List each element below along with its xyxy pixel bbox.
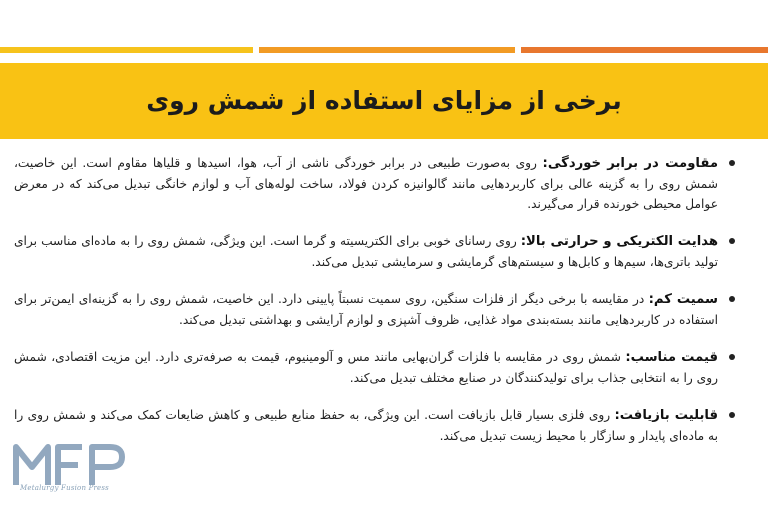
bullet-icon <box>729 238 735 244</box>
item-title: قیمت مناسب: <box>625 350 718 365</box>
list-item <box>14 153 736 214</box>
bullet-icon <box>729 354 735 360</box>
item-body: در مقایسه با برخی دیگر از فلزات سنگین، روی سمیت نسبتاً پایینی دارد. این خاصیت، شمش روی را به گزینه‌ای ایمن‌تر برای استفاده در کاربردهایی مانند بسته‌بندی مواد غذایی، ظروف آشپزی و لوازم آرایشی و بهداشتی تبدیل می‌کند. <box>14 292 718 327</box>
item-body: روی رسانای خوبی برای الکتریسیته و گرما است. این ویژگی، شمش روی را به ماده‌ای مناسب برای تولید باتری‌ها، سیم‌ها و کابل‌ها و سیستم‌های گرمایشی و سرمایشی تبدیل می‌کند. <box>14 234 718 269</box>
bullet-icon <box>729 412 735 418</box>
item-body: روی به‌صورت طبیعی در برابر خوردگی ناشی از آب، هوا، اسیدها و قلیاها مقاوم است. این خاصیت، شمش روی را به گزینه عالی برای کاربردهایی مانند گالوانیزه کردن فولاد، ساخت لوله‌های آب و لوازم خانگی تبدیل می‌کند که در معرض عوامل محیطی خورنده قرار می‌گیرند. <box>14 156 718 211</box>
bullet-icon <box>729 296 735 302</box>
advantages-list <box>14 153 736 463</box>
list-item <box>14 231 736 272</box>
item-title: هدایت الکتریکی و حرارتی بالا: <box>520 234 718 249</box>
top-stripes <box>0 47 768 53</box>
page-title: برخی از مزایای استفاده از شمش روی <box>146 86 622 115</box>
bullet-icon <box>729 160 735 166</box>
stripe-right <box>521 47 768 53</box>
item-title: قابلیت بازیافت: <box>614 408 719 423</box>
item-title: مقاومت در برابر خوردگی: <box>542 156 718 171</box>
title-band <box>0 63 768 139</box>
stripe-middle <box>259 47 515 53</box>
stripe-left <box>0 47 253 53</box>
item-body: روی فلزی بسیار قابل بازیافت است. این ویژگی، به حفظ منابع طبیعی و کاهش ضایعات کمک می‌کند و شمش روی را به ماده‌ای پایدار و سازگار با محیط زیست تبدیل می‌کند. <box>14 408 718 443</box>
list-item <box>14 289 736 330</box>
list-item <box>14 347 736 388</box>
mfp-logo <box>10 433 128 503</box>
item-body: شمش روی در مقایسه با فلزات گران‌بهایی مانند مس و آلومینیوم، قیمت به صرفه‌تری دارد. این مزیت اقتصادی، شمش روی را به انتخابی جذاب برای تولیدکنندگان در صنایع مختلف تبدیل می‌کند. <box>14 350 718 385</box>
item-title: سمیت کم: <box>648 292 718 307</box>
logo-tagline: Metalurgy Fusion Press <box>20 484 109 492</box>
